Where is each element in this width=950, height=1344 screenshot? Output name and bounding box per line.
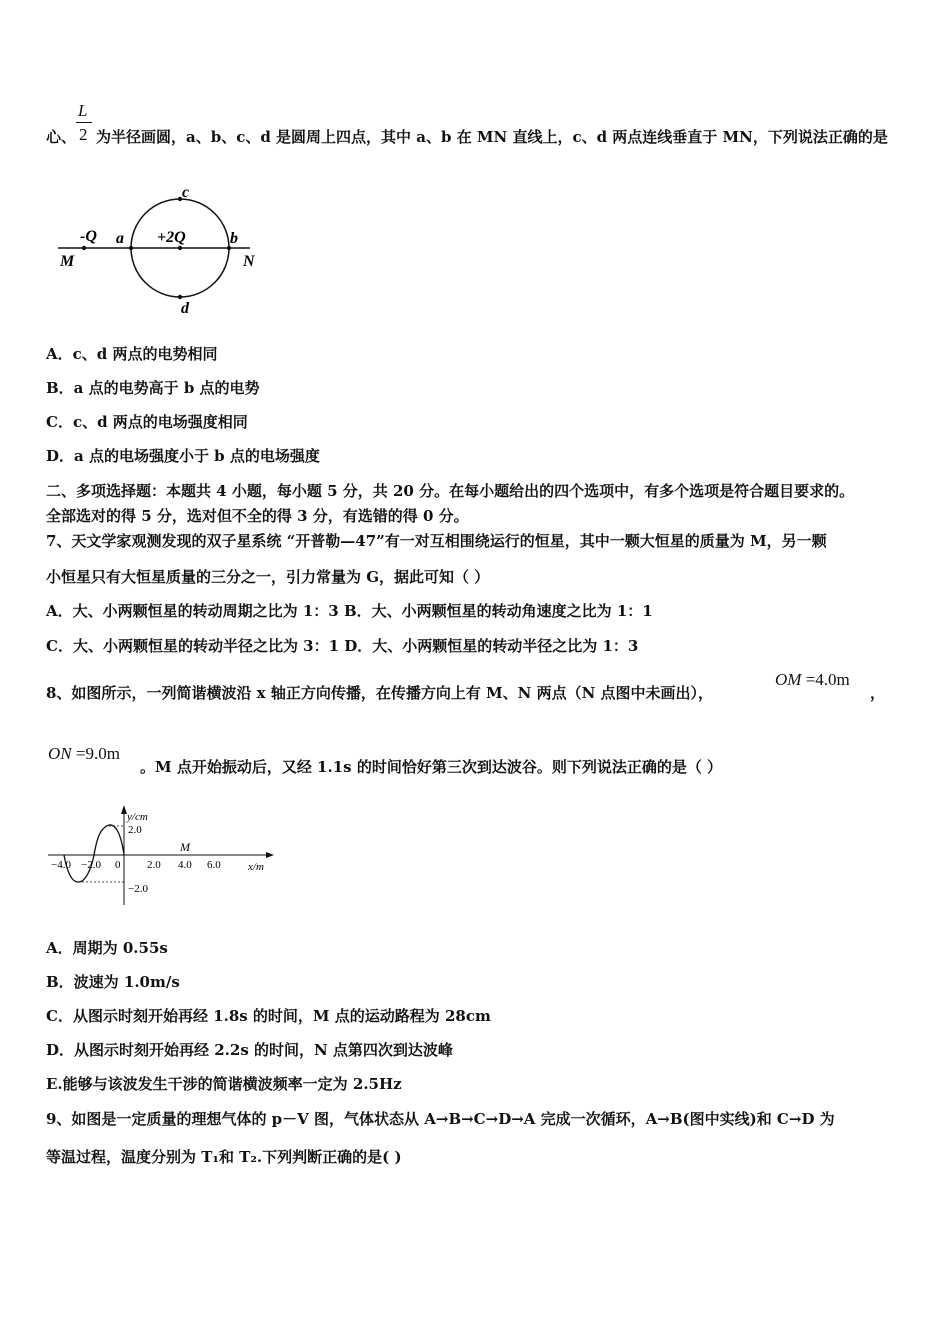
q8-option-b: B．波速为 1.0m/s xyxy=(46,973,180,991)
wave-curve xyxy=(64,825,124,882)
y-axis-label: y/cm xyxy=(127,811,148,823)
label-b: b xyxy=(230,230,238,247)
charge-circle-figure xyxy=(50,180,270,320)
q6-option-d: D．a 点的电场强度小于 b 点的电场强度 xyxy=(46,447,320,465)
q6-option-c: C．c、d 两点的电场强度相同 xyxy=(46,413,248,431)
point-center xyxy=(178,246,182,250)
x-tick-0: 0 xyxy=(115,859,121,871)
q8-option-d: D．从图示时刻开始再经 2.2s 的时间，N 点第四次到达波峰 xyxy=(46,1041,453,1059)
label-posQ: +2Q xyxy=(157,229,186,246)
q8-option-c: C．从图示时刻开始再经 1.8s 的时间，M 点的运动路程为 28cm xyxy=(46,1007,491,1025)
on-var: ON xyxy=(48,744,72,763)
q8-option-a: A．周期为 0.55s xyxy=(46,939,168,957)
label-c: c xyxy=(182,184,190,201)
q7-options-ab: A．大、小两颗恒星的转动周期之比为 1：3 B．大、小两颗恒星的转动角速度之比为 1：1 xyxy=(46,602,653,620)
om-expression xyxy=(775,670,850,690)
on-expression xyxy=(48,744,120,764)
q6-stem: 为半径画圆，a、b、c、d 是圆周上四点，其中 a、b 在 MN 直线上，c、d 两点连线垂直于 MN，下列说法正确的是 xyxy=(96,128,888,146)
q6-option-b: B．a 点的电势高于 b 点的电势 xyxy=(46,379,260,397)
q8-stem-line2: 。M 点开始振动后，又经 1.1s 的时间恰好第三次到达波谷。则下列说法正确的是（ ） xyxy=(140,758,723,776)
on-value: =9.0m xyxy=(75,744,120,763)
label-N: N xyxy=(243,253,255,270)
x-axis-label: x/m xyxy=(248,861,264,873)
label-d: d xyxy=(181,300,189,317)
point-a xyxy=(129,246,133,250)
q9-stem-line2: 等温过程，温度分别为 T₁和 T₂.下列判断正确的是( ) xyxy=(46,1148,402,1166)
y-tick-pos: 2.0 xyxy=(128,824,142,836)
y-tick-neg: −2.0 xyxy=(128,883,148,895)
om-value: =4.0m xyxy=(805,670,850,689)
q6-option-a: A．c、d 两点的电势相同 xyxy=(46,345,218,363)
section2-heading: 二、多项选择题：本题共 4 小题，每小题 5 分，共 20 分。在每小题给出的四个选项中，有多个选项是符合题目要求的。 xyxy=(46,482,855,500)
q7-stem-line1: 7、天文学家观测发现的双子星系统 “开普勒—47”有一对互相围绕运行的恒星，其中一颗大恒星的质量为 M，另一颗 xyxy=(46,532,827,550)
label-negQ: -Q xyxy=(80,228,97,245)
x-tick-neg4: −4.0 xyxy=(51,859,71,871)
q9-stem-line1: 9、如图是一定质量的理想气体的 p－V 图，气体状态从 A→B→C→D→A 完成一次循环，A→B(图中实线)和 C→D 为 xyxy=(46,1110,835,1128)
point-negQ xyxy=(82,246,86,250)
q8-option-e: E.能够与该波发生干涉的简谐横波频率一定为 2.5Hz xyxy=(46,1075,402,1093)
q8-stem-line1: 8、如图所示，一列简谐横波沿 x 轴正方向传播，在传播方向上有 M、N 两点（N 点图中未画出）， xyxy=(46,684,714,702)
section2-rules: 全部选对的得 5 分，选对但不全的得 3 分，有选错的得 0 分。 xyxy=(46,507,469,525)
q8-comma: ， xyxy=(870,684,886,702)
x-tick-2: 2.0 xyxy=(147,859,161,871)
q6-stem-prefix: 心、 xyxy=(46,128,77,146)
fraction-bar xyxy=(76,122,92,123)
label-M: M xyxy=(60,253,75,270)
wave-figure xyxy=(44,800,284,910)
point-M-label: M xyxy=(180,840,190,854)
fraction-numerator: L xyxy=(78,101,88,120)
q7-options-cd: C．大、小两颗恒星的转动半径之比为 3：1 D．大、小两颗恒星的转动半径之比为 1：3 xyxy=(46,637,639,655)
om-var: OM xyxy=(775,670,802,689)
q7-stem-line2: 小恒星只有大恒星质量的三分之一，引力常量为 G，据此可知（ ） xyxy=(46,568,490,586)
label-a: a xyxy=(116,230,124,247)
x-tick-6: 6.0 xyxy=(207,859,221,871)
x-tick-neg2: −2.0 xyxy=(81,859,101,871)
x-tick-4: 4.0 xyxy=(178,859,192,871)
point-d xyxy=(178,295,182,299)
fraction-denominator: 2 xyxy=(79,125,88,144)
